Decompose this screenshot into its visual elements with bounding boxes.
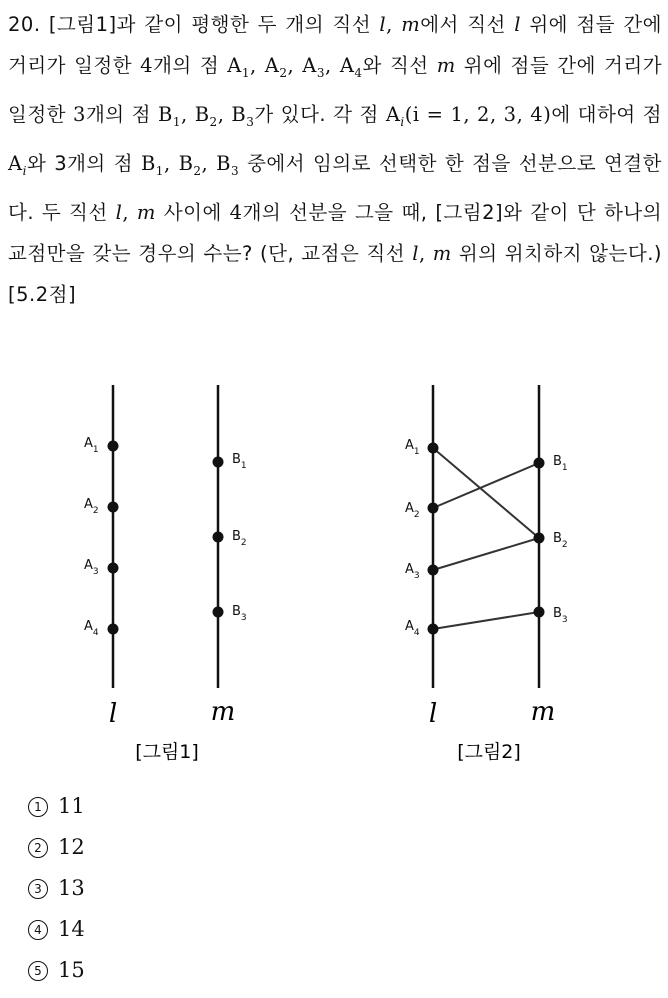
- line-l-label: l: [108, 699, 118, 729]
- segment-a2-b1: [433, 463, 539, 508]
- segment-a1-b2: [433, 448, 539, 538]
- choice-value: 12: [58, 835, 85, 859]
- choice-marker: 4: [28, 920, 48, 940]
- problem-text-segment: 가 있다. 각 점: [254, 102, 379, 126]
- count-four: 4: [229, 200, 243, 224]
- figure-2: [405, 385, 568, 763]
- label-a3: $A_3$: [84, 558, 99, 577]
- choice-1[interactable]: [28, 786, 85, 827]
- line-m-symbol: m: [136, 200, 156, 224]
- point-b3: [534, 607, 545, 618]
- problem-text-segment: 개의 점: [153, 54, 220, 77]
- count-four: 4: [140, 54, 154, 77]
- label-b2: $B_2$: [232, 529, 247, 548]
- label-b3: $B_3$: [553, 606, 568, 625]
- point-set-b: $B_1$, $B_2$, $B_3$: [158, 102, 255, 129]
- label-a1: $A_1$: [84, 436, 99, 455]
- label-a4: $A_4$: [405, 619, 420, 638]
- problem-text-segment: 와 3개의 점: [26, 151, 134, 175]
- problem-text-segment: 와 직선: [362, 54, 429, 77]
- count-three: 3: [73, 102, 86, 126]
- label-a4: $A_4$: [84, 619, 99, 638]
- label-b2: $B_2$: [553, 531, 568, 550]
- point-value: [5.2점]: [8, 282, 77, 306]
- line-l-symbol: l: [379, 13, 387, 36]
- choice-marker: 5: [28, 961, 48, 981]
- problem-text-segment: 위에 점들 간에 거리가 일정한: [8, 54, 663, 126]
- choice-value: 13: [58, 876, 85, 900]
- point-set-b: $B_1$, $B_2$, $B_3$: [140, 151, 240, 178]
- line-l-label: l: [428, 699, 438, 729]
- problem-text-segment: 위에 점들 간에 거리가 일정한: [8, 13, 663, 77]
- point-b1: [534, 458, 545, 469]
- line-m-symbol: m: [436, 54, 456, 77]
- line-l-symbol: l: [412, 241, 419, 265]
- index-condition: (i = 1, 2, 3, 4): [404, 102, 552, 126]
- answer-choices: [28, 786, 85, 991]
- choice-value: 15: [58, 958, 85, 982]
- figures: [0, 380, 668, 780]
- line-l-symbol: l: [514, 13, 521, 36]
- problem-text-segment: 위의 위치하지 않는다.): [458, 241, 662, 265]
- line-m-label: m: [530, 697, 556, 727]
- separator: ,: [418, 241, 426, 265]
- choice-2[interactable]: [28, 827, 85, 868]
- choice-4[interactable]: [28, 909, 85, 950]
- choice-marker: 3: [28, 879, 48, 899]
- line-m-label: m: [210, 697, 236, 727]
- point-a3: [108, 563, 119, 574]
- choice-marker: 1: [28, 797, 48, 817]
- segment-a4-b3: [433, 612, 539, 629]
- figure-1-caption: [그림1]: [135, 741, 199, 763]
- segment-a3-b2: [433, 538, 539, 570]
- label-b3: $B_3$: [232, 604, 247, 623]
- problem-number: 20.: [8, 13, 41, 36]
- problem-text-segment: 에 대하여 점: [551, 102, 663, 126]
- line-l-symbol: l: [115, 200, 123, 224]
- point-a4: [428, 624, 439, 635]
- label-b1: $B_1$: [553, 454, 568, 473]
- point-b2: [534, 533, 545, 544]
- choice-value: 14: [58, 917, 85, 941]
- point-set-a: $A_1$, $A_2$, $A_3$, $A_4$: [227, 54, 363, 80]
- choice-marker: 2: [28, 838, 48, 858]
- problem-text-segment: 중에서 임의로 선택한 한 점을 선분으로 연결한다. 두 직선: [8, 151, 662, 224]
- problem-text-segment: 에서 직선: [420, 13, 506, 36]
- label-a3: $A_3$: [405, 562, 420, 581]
- point-a4: [108, 624, 119, 635]
- separator: ,: [122, 200, 130, 224]
- point-b3: [213, 607, 224, 618]
- figure-2-caption: [그림2]: [457, 741, 521, 763]
- point-b1: [213, 457, 224, 468]
- problem-text-segment: 사이에: [163, 200, 222, 224]
- choice-value: 11: [58, 794, 85, 818]
- point-a2: [108, 502, 119, 513]
- choice-5[interactable]: [28, 950, 85, 991]
- problem-text-segment: [그림1]과 같이 평행한 두 개의 직선: [48, 13, 372, 36]
- point-a1: [428, 443, 439, 454]
- point-a3: [428, 565, 439, 576]
- point-a2: [428, 503, 439, 514]
- point-b2: [213, 532, 224, 543]
- choice-3[interactable]: [28, 868, 85, 909]
- problem-text-segment: 개의 점: [85, 102, 151, 126]
- label-a2: $A_2$: [84, 497, 99, 516]
- label-b1: $B_1$: [232, 452, 247, 471]
- problem-text: [8, 4, 662, 315]
- point-a1: [108, 441, 119, 452]
- figure-1: [84, 385, 247, 763]
- line-m-symbol: m: [432, 241, 452, 265]
- separator: ,: [386, 13, 393, 36]
- point-a-i: $A_i$: [385, 102, 405, 129]
- problem-text-segment: 개의 선분을 그을 때, [그림2]와 같이 단 하나의 교점만을 갖는 경우의 수는? (단, 교점은 직선: [8, 200, 663, 265]
- label-a2: $A_2$: [405, 501, 420, 520]
- label-a1: $A_1$: [405, 438, 420, 457]
- line-m-symbol: m: [401, 13, 421, 36]
- point-a-i: $A_i$: [8, 151, 27, 178]
